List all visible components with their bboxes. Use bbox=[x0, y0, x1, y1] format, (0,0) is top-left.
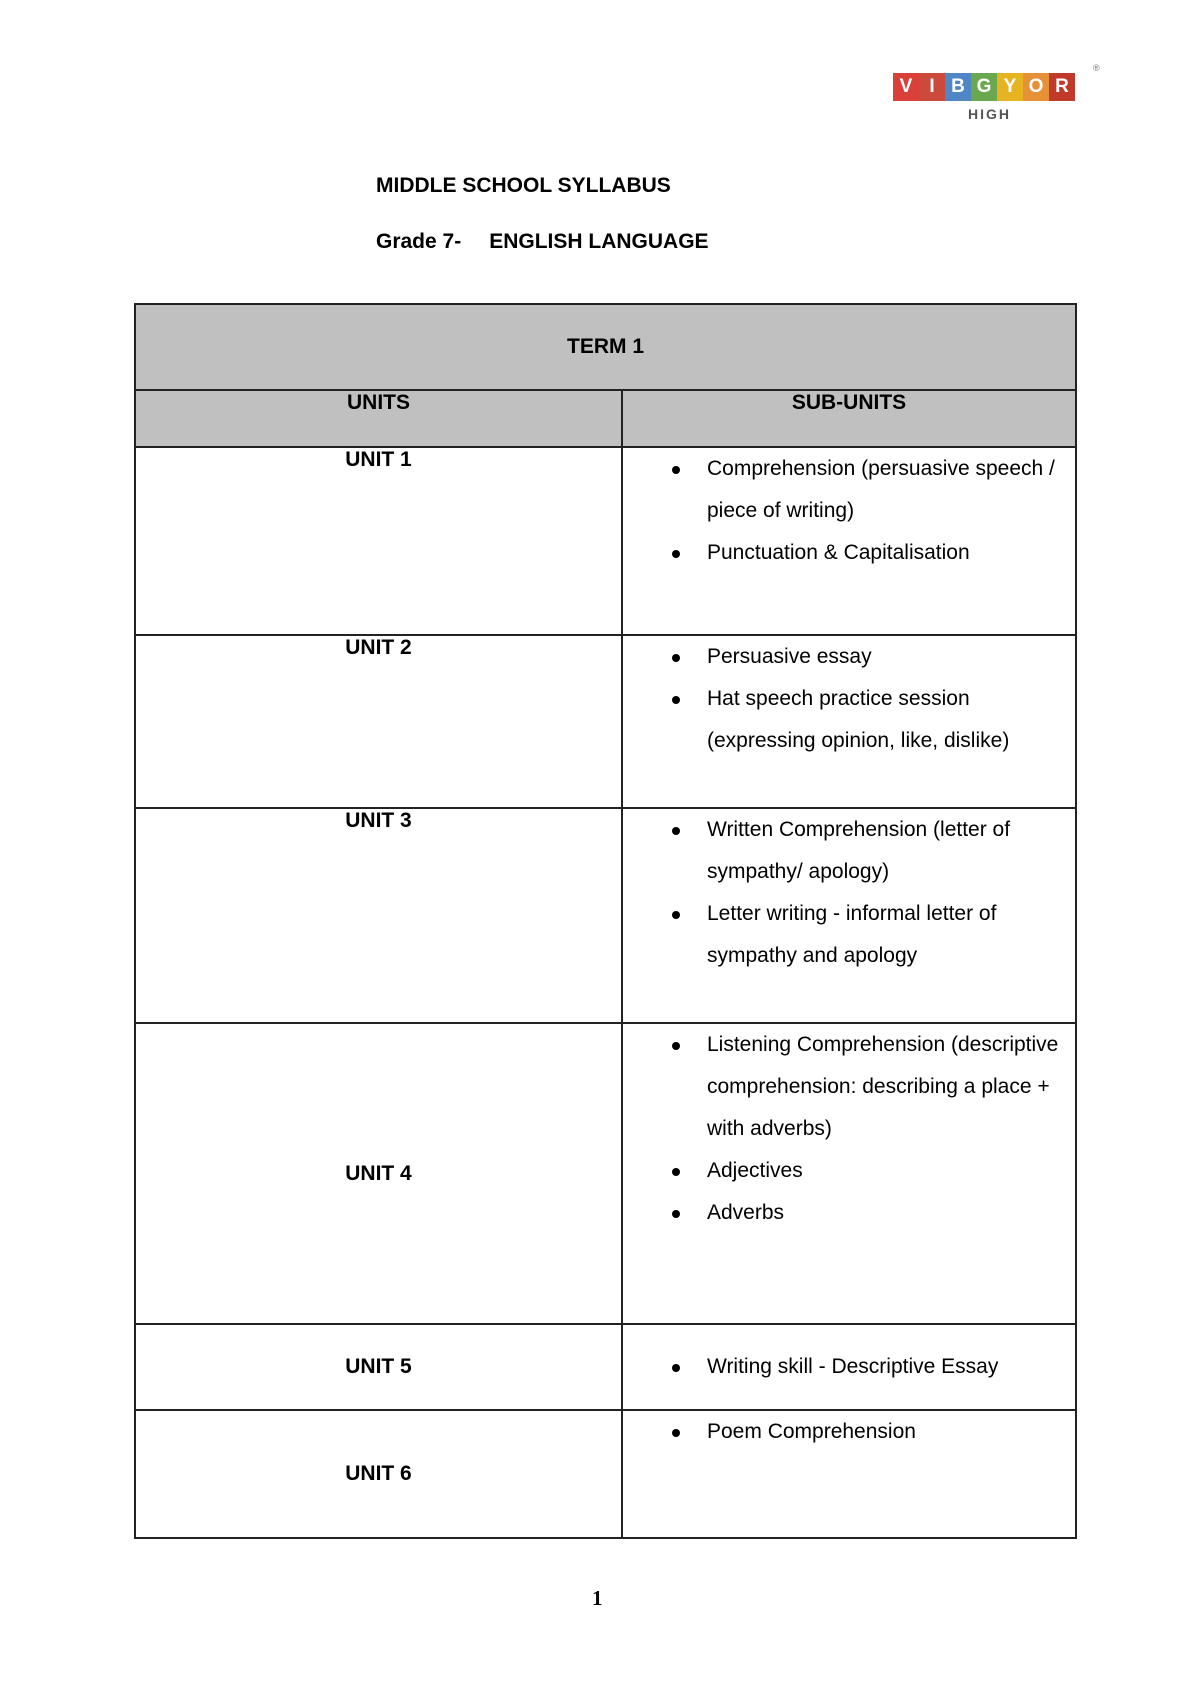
list-item: Adverbs bbox=[707, 1192, 1075, 1234]
units-column-header: UNITS bbox=[135, 390, 622, 447]
subunit-cell bbox=[622, 1324, 1076, 1410]
list-item: Hat speech practice session (expressing opinion, like, dislike) bbox=[707, 678, 1075, 762]
document-subtitle bbox=[376, 230, 709, 254]
logo-letter: O bbox=[1023, 73, 1049, 101]
subunit-cell bbox=[622, 635, 1076, 808]
subunit-cell bbox=[622, 447, 1076, 635]
page-number: 1 bbox=[592, 1586, 603, 1610]
table-row bbox=[135, 447, 1076, 635]
logo-letter: Y bbox=[997, 73, 1023, 101]
term-row bbox=[135, 304, 1076, 390]
subunit-list bbox=[623, 809, 1075, 977]
table-row bbox=[135, 1324, 1076, 1410]
subunit-cell bbox=[622, 1023, 1076, 1324]
subject-label: ENGLISH LANGUAGE bbox=[489, 230, 709, 253]
table-row bbox=[135, 635, 1076, 808]
logo-letter: G bbox=[971, 73, 997, 101]
list-item: Poem Comprehension bbox=[707, 1411, 1075, 1453]
unit-label: UNIT 6 bbox=[135, 1410, 622, 1538]
document-title: MIDDLE SCHOOL SYLLABUS bbox=[376, 174, 671, 197]
logo-letter: B bbox=[945, 73, 971, 101]
list-item: Writing skill - Descriptive Essay bbox=[707, 1346, 1065, 1388]
column-header-row bbox=[135, 390, 1076, 447]
list-item: Adjectives bbox=[707, 1150, 1075, 1192]
logo-tiles bbox=[893, 73, 1093, 101]
subunit-list bbox=[623, 1346, 1065, 1388]
logo-letter: I bbox=[919, 73, 945, 101]
list-item: Listening Comprehension (descriptive comprehension: describing a place + with adverbs) bbox=[707, 1024, 1075, 1150]
registered-mark: ® bbox=[1093, 63, 1100, 73]
subunit-cell bbox=[622, 1410, 1076, 1538]
list-item: Written Comprehension (letter of sympathy/ apology) bbox=[707, 809, 1075, 893]
list-item: Punctuation & Capitalisation bbox=[707, 532, 1075, 574]
subunits-column-header: SUB-UNITS bbox=[622, 390, 1076, 447]
subunit-list bbox=[623, 448, 1075, 574]
term-header: TERM 1 bbox=[135, 304, 1076, 390]
list-item: Persuasive essay bbox=[707, 636, 1075, 678]
grade-label: Grade 7- bbox=[376, 230, 462, 253]
unit-label: UNIT 3 bbox=[135, 808, 622, 1023]
table-row bbox=[135, 808, 1076, 1023]
logo-letter: V bbox=[893, 73, 919, 101]
table-row bbox=[135, 1410, 1076, 1538]
subunit-cell bbox=[622, 808, 1076, 1023]
list-item: Comprehension (persuasive speech / piece of writing) bbox=[707, 448, 1075, 532]
unit-label: UNIT 2 bbox=[135, 635, 622, 808]
unit-label: UNIT 5 bbox=[135, 1324, 622, 1410]
subunit-list bbox=[623, 1024, 1075, 1234]
logo-letter: R bbox=[1049, 73, 1075, 101]
table-row bbox=[135, 1023, 1076, 1324]
school-logo bbox=[893, 63, 1100, 125]
unit-label: UNIT 4 bbox=[135, 1023, 622, 1324]
unit-label: UNIT 1 bbox=[135, 447, 622, 635]
subunit-list bbox=[623, 1411, 1075, 1453]
syllabus-table bbox=[134, 303, 1077, 1539]
logo-subtitle: HIGH bbox=[968, 106, 1011, 122]
list-item: Letter writing - informal letter of sympathy and apology bbox=[707, 893, 1075, 977]
subunit-list bbox=[623, 636, 1075, 762]
